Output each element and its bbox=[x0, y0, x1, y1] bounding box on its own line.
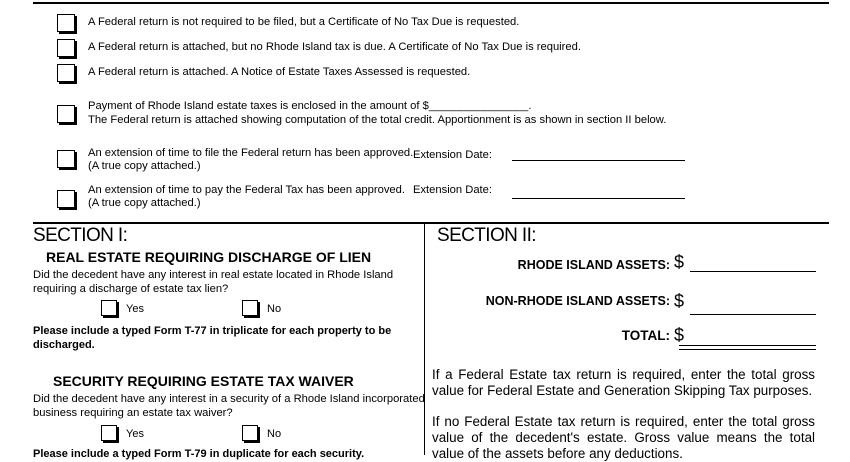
extension-date-file-field[interactable] bbox=[512, 160, 685, 161]
top-rule bbox=[33, 2, 829, 4]
total-label: TOTAL: bbox=[621, 328, 670, 343]
section2-title: SECTION II: bbox=[437, 225, 536, 246]
checkbox-real-estate-yes[interactable] bbox=[101, 300, 117, 316]
option-text: A Federal return is attached, but no Rhode Island tax is due. A Certificate of No Tax Due is required. bbox=[88, 41, 581, 53]
checkbox-notice-of-estate-taxes[interactable] bbox=[57, 64, 75, 82]
section-vertical-divider bbox=[424, 223, 425, 455]
extension-date-label: Extension Date: bbox=[413, 149, 492, 161]
option-text: (A true copy attached.) bbox=[88, 197, 201, 209]
option-text: An extension of time to pay the Federal Tax has been approved. bbox=[88, 184, 405, 196]
section1-title: SECTION I: bbox=[33, 225, 128, 246]
security-yes-label: Yes bbox=[126, 428, 144, 440]
extension-date-label: Extension Date: bbox=[413, 184, 492, 196]
checkbox-extension-to-file[interactable] bbox=[57, 150, 75, 168]
checkbox-federal-return-no-ri-tax[interactable] bbox=[57, 39, 75, 57]
checkbox-payment-enclosed[interactable] bbox=[57, 105, 75, 123]
option-text: An extension of time to file the Federal return has been approved. bbox=[88, 147, 414, 159]
real-estate-no-label: No bbox=[267, 303, 282, 315]
total-dollar: $ bbox=[674, 325, 685, 345]
checkbox-real-estate-no[interactable] bbox=[242, 300, 258, 316]
option-text: (A true copy attached.) bbox=[88, 160, 201, 172]
section-divider bbox=[33, 222, 829, 224]
option-text: A Federal return is not required to be filed, but a Certificate of No Tax Due is requested. bbox=[88, 16, 520, 28]
checkbox-security-yes[interactable] bbox=[101, 425, 117, 441]
ri-assets-field[interactable] bbox=[690, 271, 816, 272]
option-text: The Federal return is attached showing computation of the total credit. Apportionment is as shown in section II below. bbox=[88, 114, 667, 126]
non-ri-assets-field[interactable] bbox=[690, 314, 816, 315]
section1-question-real-estate: Did the decedent have any interest in real estate located in Rhode Island requiring a discharge of estate tax lien? bbox=[33, 269, 394, 295]
section1-question-security: Did the decedent have any interest in a security of a Rhode Island incorporated business requiring an estate tax waiver? bbox=[33, 393, 425, 419]
section2-para-federal-required: If a Federal Estate tax return is required, enter the total gross value for Federal Estate and Generation Skipping Tax purposes. bbox=[432, 367, 815, 398]
non-ri-assets-dollar: $ bbox=[674, 291, 685, 311]
section1-heading-real-estate: REAL ESTATE REQUIRING DISCHARGE OF LIEN bbox=[46, 249, 372, 265]
form-t77-note: Please include a typed Form T-77 in triplicate for each property to be discharged. bbox=[33, 325, 392, 351]
checkbox-extension-to-pay[interactable] bbox=[57, 190, 75, 208]
real-estate-yes-label: Yes bbox=[126, 303, 144, 315]
non-ri-assets-label: NON-RHODE ISLAND ASSETS: bbox=[485, 294, 670, 308]
option-text: A Federal return is attached. A Notice of Estate Taxes Assessed is requested. bbox=[88, 66, 471, 78]
ri-assets-label: RHODE ISLAND ASSETS: bbox=[517, 258, 670, 272]
ri-assets-dollar: $ bbox=[674, 252, 685, 272]
section2-para-no-federal: If no Federal Estate tax return is required, enter the total gross value of the decedent's estate. Gross value means the total value of the assets before any deductions. bbox=[432, 414, 815, 461]
form-t79-note: Please include a typed Form T-79 in duplicate for each security. bbox=[33, 448, 365, 460]
security-no-label: No bbox=[267, 428, 282, 440]
option-text: Payment of Rhode Island estate taxes is enclosed in the amount of $________________. bbox=[88, 100, 532, 112]
checkbox-security-no[interactable] bbox=[242, 425, 258, 441]
total-field[interactable] bbox=[679, 345, 816, 346]
total-double-underline bbox=[679, 349, 816, 350]
section1-heading-security: SECURITY REQUIRING ESTATE TAX WAIVER bbox=[53, 373, 354, 389]
extension-date-pay-field[interactable] bbox=[512, 198, 685, 199]
checkbox-no-federal-return[interactable] bbox=[57, 14, 75, 32]
